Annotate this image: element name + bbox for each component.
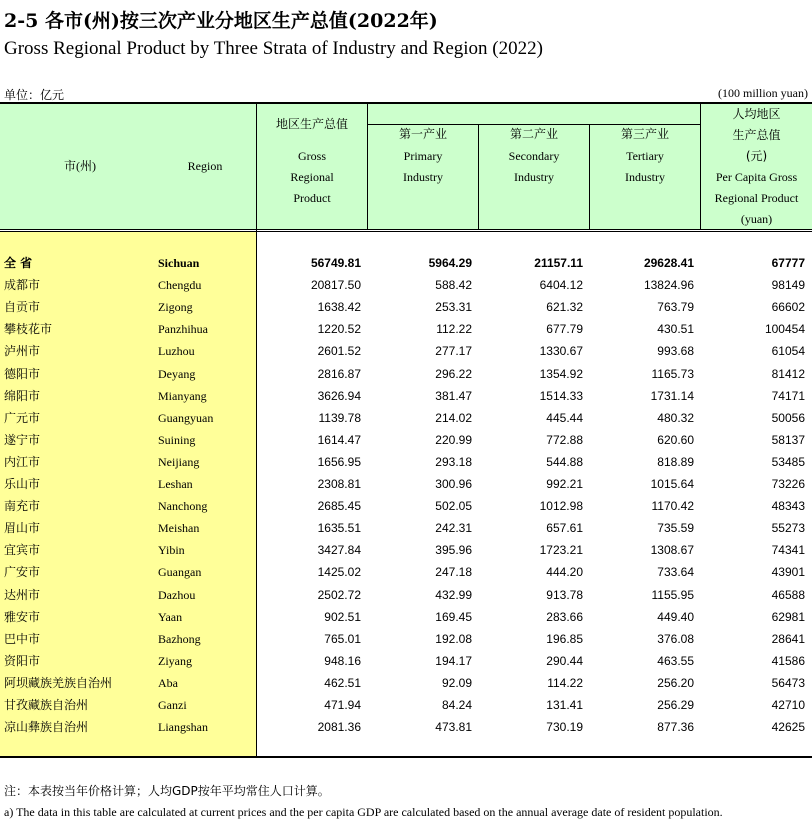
cell-grp: 462.51 (324, 675, 361, 690)
cell-primary: 112.22 (436, 322, 472, 337)
cell-primary: 242.31 (435, 521, 472, 536)
cell-grp: 2601.52 (317, 344, 361, 359)
cell-primary: 220.99 (435, 432, 472, 447)
table-row (0, 606, 812, 628)
table-row (0, 318, 812, 340)
cell-city-cn: 南充市 (4, 499, 41, 514)
table-row (0, 385, 812, 407)
cell-city-cn: 阿坝藏族羌族自治州 (4, 675, 113, 690)
cell-secondary: 992.21 (546, 477, 583, 491)
cell-city-cn: 绵阳市 (4, 388, 41, 403)
cell-grp: 2081.36 (317, 720, 361, 735)
cell-primary: 277.17 (435, 344, 472, 359)
cell-secondary: 21157.11 (534, 256, 583, 270)
table-row (0, 451, 812, 473)
table-row (0, 650, 812, 672)
header-tertiary-cn: 第三产业 (620, 127, 669, 141)
cell-city-cn: 广安市 (4, 565, 41, 580)
table-row (0, 274, 812, 296)
cell-tertiary: 1170.42 (651, 499, 694, 514)
cell-percapita: 42625 (771, 720, 805, 735)
cell-region-en: Yaan (158, 609, 183, 624)
cell-grp: 1425.02 (317, 565, 361, 580)
cell-region-en: Ziyang (158, 653, 192, 668)
cell-percapita: 41586 (771, 653, 805, 668)
cell-grp: 2816.87 (317, 366, 361, 381)
cell-region-en: Chengdu (158, 278, 202, 293)
cell-region-en: Neijiang (158, 454, 200, 469)
cell-city-cn: 凉山彝族自治州 (4, 720, 89, 735)
table-row (0, 561, 812, 583)
cell-secondary: 657.61 (546, 521, 583, 536)
bottom-rule (0, 756, 812, 758)
cell-tertiary: 877.36 (657, 720, 694, 735)
cell-region-en: Mianyang (158, 388, 207, 403)
cell-grp: 2308.81 (317, 477, 361, 491)
cell-secondary: 131.41 (546, 698, 583, 712)
cell-city-cn: 成都市 (4, 278, 41, 293)
cell-grp: 948.16 (324, 653, 361, 668)
cell-city-cn: 巴中市 (4, 631, 41, 646)
cell-tertiary: 376.08 (657, 631, 694, 646)
cell-city-cn: 达州市 (4, 587, 41, 602)
cell-percapita: 46588 (771, 587, 805, 602)
cell-region-en: Guangyuan (158, 410, 214, 425)
cell-grp: 2685.45 (317, 499, 361, 514)
cell-grp: 1139.78 (318, 410, 361, 425)
header-city-cn: 市(州) (64, 159, 96, 173)
header-secondary-en: Secondary Industry (508, 149, 560, 184)
header-grp-cn: 地区生产总值 (275, 117, 348, 131)
cell-tertiary: 818.89 (657, 454, 694, 469)
top-rule (0, 102, 812, 104)
table-row (0, 473, 812, 495)
cell-region-en: Dazhou (158, 587, 196, 602)
cell-primary: 192.08 (435, 631, 472, 646)
cell-percapita: 43901 (771, 565, 805, 580)
cell-tertiary: 256.20 (657, 675, 694, 690)
table-row (0, 584, 812, 606)
cell-region-en: Bazhong (158, 631, 201, 646)
cell-region-en: Liangshan (158, 720, 208, 735)
cell-primary: 169.45 (435, 609, 472, 624)
cell-region-en: Meishan (158, 521, 200, 536)
table-row (0, 252, 812, 274)
cell-region-en: Deyang (158, 366, 196, 381)
cell-city-cn: 自贡市 (4, 300, 41, 315)
cell-tertiary: 449.40 (657, 609, 694, 624)
cell-region-en: Aba (158, 675, 178, 690)
cell-secondary: 6404.12 (539, 278, 583, 293)
table-row (0, 296, 812, 318)
cell-grp: 1635.51 (317, 521, 361, 536)
cell-city-cn: 资阳市 (4, 653, 41, 668)
cell-percapita: 67777 (771, 256, 805, 270)
cell-region-en: Suining (158, 432, 196, 447)
cell-city-cn: 遂宁市 (4, 432, 41, 447)
cell-tertiary: 1731.14 (650, 388, 694, 403)
cell-city-cn: 泸州市 (4, 344, 41, 359)
page-title-en: Gross Regional Product by Three Strata of Industry and Region (2022) (4, 38, 543, 59)
cell-grp: 471.94 (324, 698, 361, 712)
cell-secondary: 283.66 (546, 609, 583, 624)
header-tertiary-en: Tertiary Industry (625, 149, 665, 184)
cell-percapita: 53485 (771, 454, 805, 469)
table-row (0, 672, 812, 694)
cell-city-cn: 全 省 (4, 256, 33, 270)
cell-city-cn: 乐山市 (4, 477, 41, 491)
cell-primary: 92.09 (441, 675, 472, 690)
data-table (0, 102, 812, 758)
cell-tertiary: 733.64 (657, 565, 694, 580)
cell-primary: 84.24 (441, 698, 472, 712)
cell-secondary: 1354.92 (539, 366, 583, 381)
cell-tertiary: 480.32 (657, 410, 694, 425)
cell-city-cn: 广元市 (4, 410, 41, 425)
cell-primary: 588.42 (435, 278, 472, 293)
cell-tertiary: 1308.67 (650, 543, 694, 558)
cell-percapita: 48343 (771, 499, 805, 514)
cell-city-cn: 攀枝花市 (4, 322, 53, 337)
cell-grp: 3427.84 (317, 543, 361, 558)
unit-label-cn: 单位：亿元 (4, 88, 65, 102)
cell-grp: 20817.50 (310, 278, 361, 293)
footnote-en: a) The data in this table are calculated at current prices and the per capita GDP are calculated based on the annual average date of resident population. (4, 805, 723, 819)
cell-primary: 300.96 (435, 477, 472, 491)
cell-grp: 56749.81 (310, 256, 361, 270)
cell-secondary: 1514.33 (539, 388, 583, 403)
cell-percapita: 42710 (771, 698, 805, 712)
cell-primary: 395.96 (435, 543, 472, 558)
cell-tertiary: 1155.95 (651, 587, 694, 602)
table-row (0, 628, 812, 650)
cell-primary: 296.22 (435, 366, 472, 381)
cell-percapita: 50056 (771, 410, 805, 425)
table-row (0, 716, 812, 738)
cell-primary: 253.31 (435, 300, 472, 315)
unit-label-en: (100 million yuan) (718, 86, 808, 100)
cell-primary: 293.18 (435, 454, 472, 469)
cell-tertiary: 256.29 (657, 698, 694, 712)
table-row (0, 517, 812, 539)
cell-percapita: 74341 (771, 543, 805, 558)
header-region-en: Region (187, 159, 223, 173)
cell-region-en: Zigong (158, 300, 193, 315)
cell-primary: 381.47 (435, 388, 472, 403)
cell-region-en: Guangan (158, 565, 202, 580)
cell-primary: 214.02 (435, 410, 472, 425)
cell-city-cn: 眉山市 (4, 521, 41, 536)
cell-primary: 502.05 (435, 499, 472, 514)
cell-grp: 902.51 (324, 609, 361, 624)
cell-grp: 3626.94 (317, 388, 361, 403)
cell-secondary: 621.32 (546, 300, 583, 315)
cell-region-en: Sichuan (158, 256, 200, 270)
cell-city-cn: 甘孜藏族自治州 (4, 698, 89, 712)
cell-tertiary: 735.59 (657, 521, 694, 536)
cell-percapita: 28641 (771, 631, 805, 646)
cell-tertiary: 29628.41 (643, 256, 694, 270)
page-title-cn: 2-5 各市(州)按三次产业分地区生产总值(2022年) (4, 10, 438, 32)
cell-percapita: 98149 (771, 278, 805, 293)
table-row (0, 694, 812, 716)
table-row (0, 407, 812, 429)
cell-secondary: 772.88 (546, 432, 583, 447)
cell-percapita: 100454 (764, 322, 805, 337)
cell-percapita: 61054 (771, 344, 805, 359)
cell-primary: 194.17 (435, 653, 472, 668)
cell-city-cn: 宜宾市 (4, 543, 41, 558)
cell-percapita: 56473 (771, 675, 805, 690)
cell-grp: 1614.47 (317, 432, 361, 447)
cell-grp: 1656.95 (317, 454, 361, 469)
cell-percapita: 58137 (771, 432, 805, 447)
cell-primary: 5964.29 (428, 256, 472, 270)
cell-primary: 473.81 (435, 720, 472, 735)
cell-percapita: 74171 (771, 388, 805, 403)
cell-secondary: 445.44 (546, 410, 583, 425)
header-rule-2 (0, 231, 812, 232)
cell-tertiary: 763.79 (657, 300, 694, 315)
cell-tertiary: 1015.64 (650, 477, 694, 491)
cell-percapita: 62981 (771, 609, 805, 624)
cell-grp: 2502.72 (317, 587, 361, 602)
cell-percapita: 73226 (771, 477, 805, 491)
cell-city-cn: 德阳市 (4, 366, 41, 381)
header-percapita: 人均地区 生产总值 (元) Per Capita Gross Regional Product (yuan) (714, 107, 799, 226)
header-rule-1 (0, 229, 812, 230)
cell-tertiary: 993.68 (657, 344, 694, 359)
table-row (0, 539, 812, 561)
cell-secondary: 196.85 (546, 631, 583, 646)
table-row (0, 363, 812, 385)
cell-city-cn: 内江市 (4, 454, 41, 469)
header-grp-en: Gross Regional Product (290, 149, 334, 205)
cell-grp: 1638.42 (317, 300, 361, 315)
cell-secondary: 290.44 (546, 653, 583, 668)
cell-tertiary: 463.55 (657, 653, 694, 668)
footnote-cn: 注：本表按当年价格计算；人均GDP按年平均常住人口计算。 (4, 784, 330, 798)
table-row (0, 429, 812, 451)
cell-region-en: Leshan (158, 477, 193, 491)
cell-secondary: 1330.67 (539, 344, 583, 359)
cell-region-en: Panzhihua (158, 322, 208, 337)
header-primary-cn: 第一产业 (398, 127, 447, 141)
cell-region-en: Yibin (158, 543, 185, 558)
cell-secondary: 1723.21 (539, 543, 583, 558)
cell-tertiary: 430.51 (657, 322, 694, 337)
cell-tertiary: 13824.96 (643, 278, 694, 293)
cell-secondary: 677.79 (546, 322, 583, 337)
cell-secondary: 114.22 (547, 675, 583, 690)
cell-percapita: 81412 (771, 366, 805, 381)
cell-primary: 247.18 (435, 565, 472, 580)
cell-region-en: Nanchong (158, 499, 208, 514)
cell-region-en: Ganzi (158, 698, 187, 712)
cell-primary: 432.99 (435, 587, 472, 602)
table-row (0, 340, 812, 362)
cell-tertiary: 1165.73 (651, 366, 694, 381)
header-primary-en: Primary Industry (403, 149, 443, 184)
header-secondary-cn: 第二产业 (509, 127, 558, 141)
cell-secondary: 730.19 (546, 720, 583, 735)
cell-percapita: 55273 (771, 521, 805, 536)
cell-city-cn: 雅安市 (4, 609, 41, 624)
cell-secondary: 1012.98 (539, 499, 583, 514)
cell-tertiary: 620.60 (657, 432, 694, 447)
cell-secondary: 913.78 (546, 587, 583, 602)
cell-secondary: 544.88 (546, 454, 583, 469)
cell-percapita: 66602 (771, 300, 805, 315)
table-row (0, 495, 812, 517)
cell-region-en: Luzhou (158, 344, 195, 359)
cell-grp: 765.01 (324, 631, 361, 646)
cell-secondary: 444.20 (546, 565, 583, 580)
cell-grp: 1220.52 (317, 322, 361, 337)
